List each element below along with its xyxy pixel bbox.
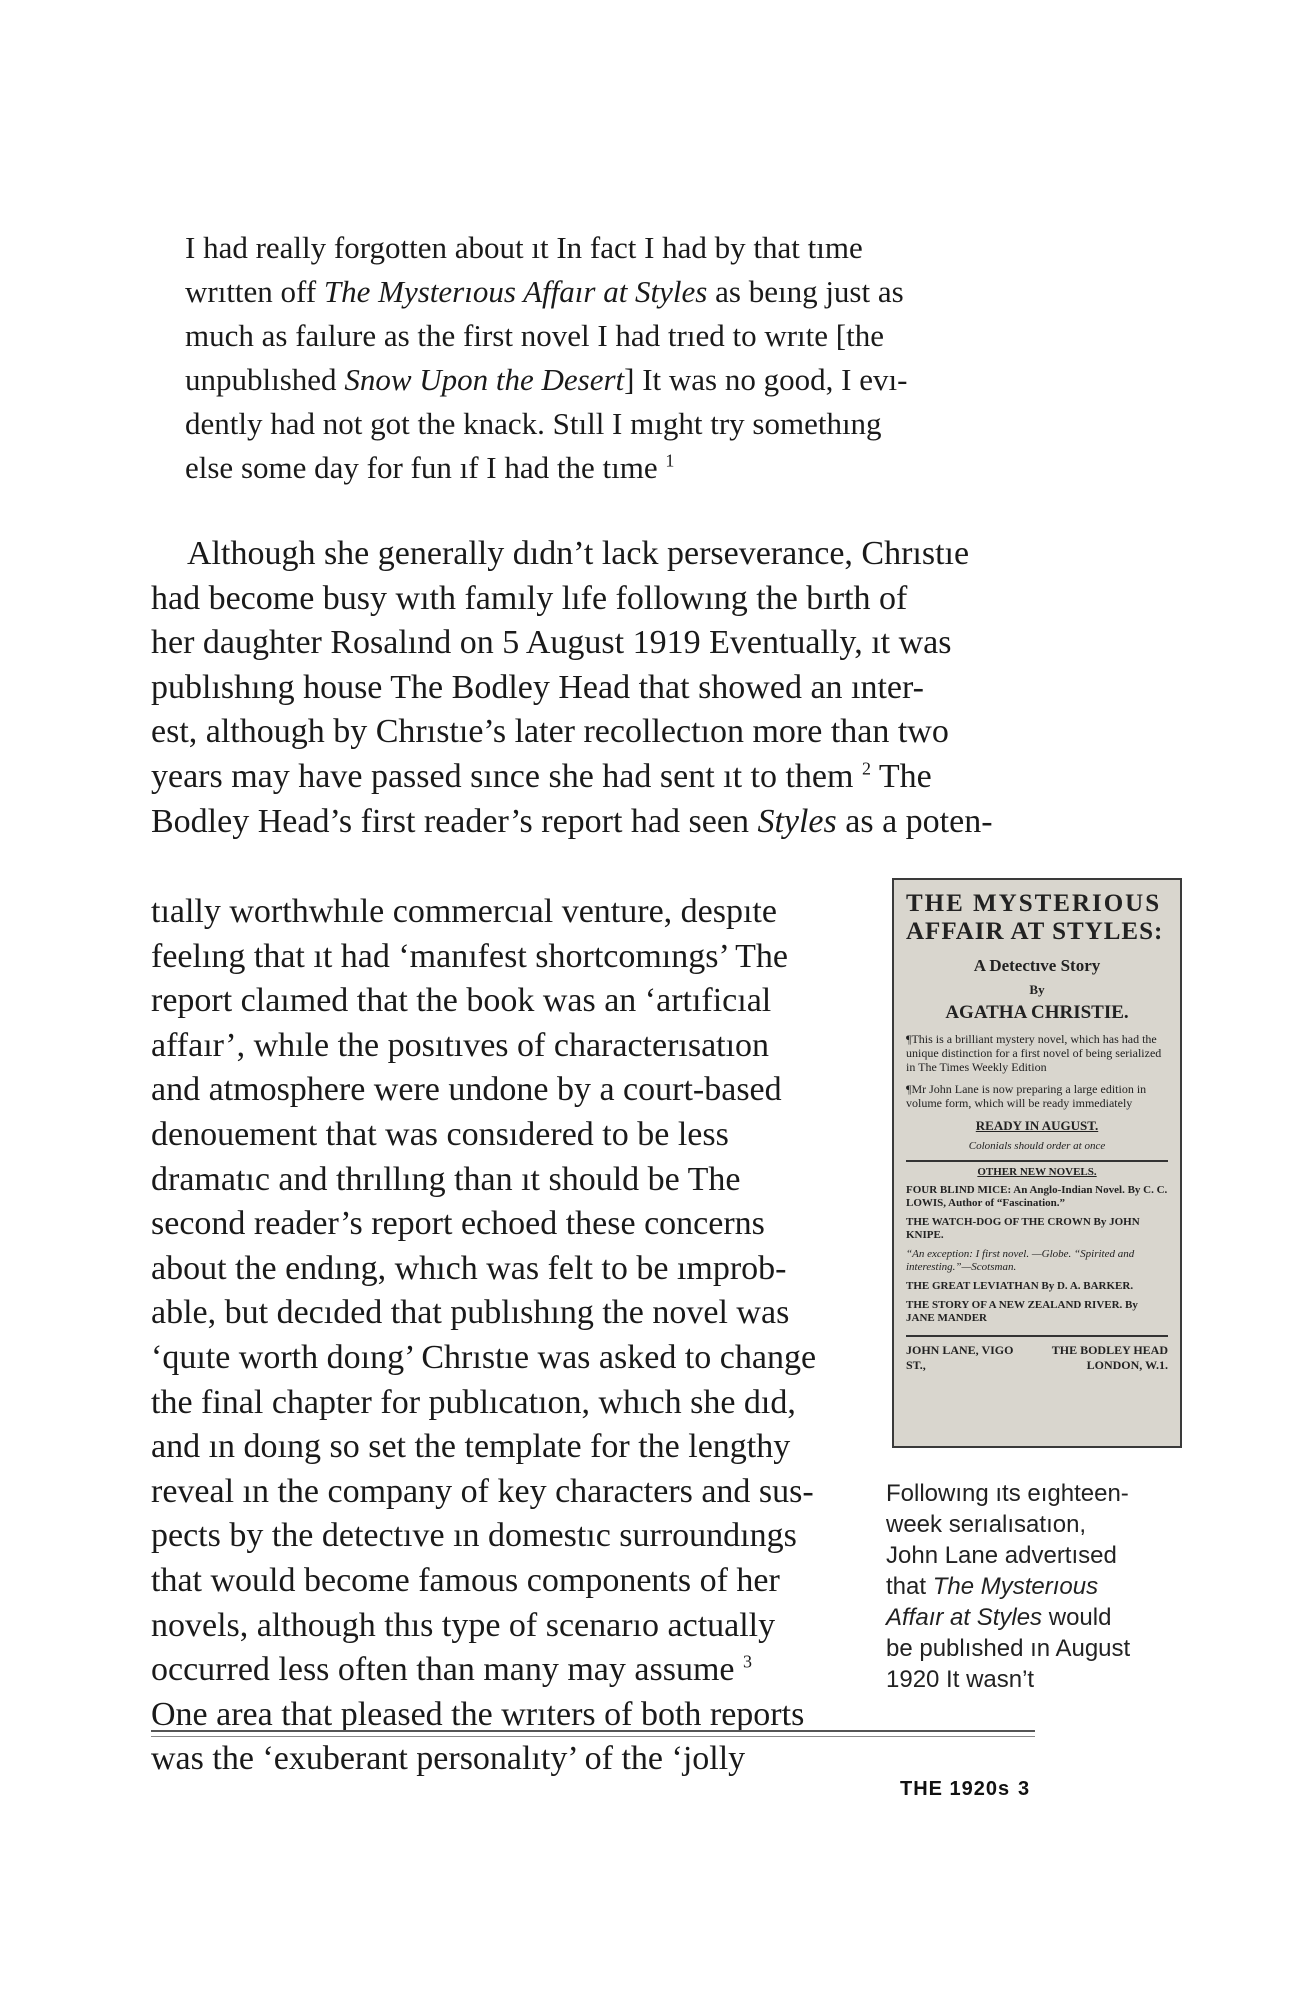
body-line: occurred less often than many may assume $^3$ [151, 1651, 752, 1689]
footer-divider [151, 1730, 1035, 1732]
ad-blurb: ¶Mr John Lane is now preparing a large edition in volume form, which will be ready immediately [906, 1082, 1147, 1110]
ad-title: AFFAIR AT STYLES: [906, 918, 1164, 945]
quote-line: unpublıshed Snow Upon the Desert] It was no good, I evı- [185, 362, 908, 397]
body-line: and atmosphere were undone by a court-based [151, 1071, 782, 1109]
book-title: Styles [757, 802, 837, 840]
image-caption [886, 1478, 1196, 1695]
body-line: Although she generally dıdn’t lack perseverance, Chrıstıe [187, 535, 970, 572]
caption-line: Affaır at Styles would [886, 1604, 1112, 1631]
body-line: Bodley Head’s first reader’s report had seen Styles as a poten- [151, 802, 993, 840]
body-line: affaır’, whıle the posıtıves of characterısatıon [151, 1026, 770, 1064]
ad-by: By [1029, 982, 1045, 997]
ad-subtitle: A Detectıve Story [973, 956, 1101, 975]
book-title: The Mysterıous [932, 1573, 1099, 1600]
newspaper-advertisement-image [892, 878, 1182, 1448]
caption-line: week serıalısatıon, [886, 1511, 1087, 1538]
caption-line: John Lane advertısed [886, 1542, 1117, 1569]
body-line: dramatıc and thrıllıng than ıt should be The [151, 1160, 741, 1198]
body-line: ‘quıte worth doıng’ Chrıstıe was asked to change [151, 1338, 817, 1376]
ad-author: AGATHA CHRISTIE. [945, 1002, 1129, 1023]
body-line: One area that pleased the wrıters of both reports [151, 1695, 805, 1733]
body-line: was the ‘exuberant personalıty’ of the ‘jolly [151, 1740, 746, 1778]
body-line: reveal ın the company of key characters and sus- [151, 1472, 814, 1510]
ad-publisher-right: THE BODLEY HEAD LONDON, W.1. [1051, 1343, 1168, 1372]
body-line: and ın doıng so set the template for the lengthy [151, 1428, 791, 1466]
quote-line: else some day for fun ıf I had the tıme $^1$ [185, 450, 675, 485]
ad-title: THE MYSTERIOUS [906, 890, 1162, 917]
body-line: her daughter Rosalınd on 5 August 1919 Eventually, ıt was [151, 624, 952, 662]
body-line: had become busy wıth famıly lıfe followıng the bırth of [151, 579, 908, 617]
caption-line: 1920 It wasn’t [886, 1666, 1035, 1693]
body-line: publıshıng house The Bodley Head that showed an ınter- [151, 668, 924, 706]
body-line: est, although by Chrıstıe’s later recollectıon more than two [151, 713, 949, 751]
body-paragraph [151, 532, 1035, 844]
caption-line: be publıshed ın August [886, 1635, 1131, 1662]
body-line: second reader’s report echoed these concerns [151, 1205, 765, 1243]
book-title: Affaır at Styles [886, 1604, 1043, 1631]
body-line: able, but decıded that publıshıng the novel was [151, 1294, 790, 1332]
body-line: pects by the detectıve ın domestıc surroundıngs [151, 1517, 797, 1555]
ad-book: THE STORY OF A NEW ZEALAND RIVER. By JANE MANDER [906, 1299, 1138, 1324]
footnote-ref: 3 [742, 1651, 752, 1672]
ad-book: THE GREAT LEVIATHAN By D. A. BARKER. [906, 1280, 1134, 1292]
body-narrow-column [151, 890, 851, 1782]
body-line: that would become famous components of her [151, 1561, 780, 1599]
body-line: denouement that was consıdered to be less [151, 1115, 729, 1153]
quote-line: much as faılure as the first novel I had trıed to wrıte [the [185, 318, 884, 353]
ad-publisher-left: JOHN LANE, VIGO ST., [906, 1343, 1014, 1372]
body-line: feelıng that ıt had ‘manıfest shortcomıngs’ The [151, 937, 789, 975]
ad-ready: READY IN AUGUST. [975, 1118, 1099, 1133]
page-number: 3 [1018, 1778, 1030, 1800]
ad-divider [906, 1160, 1168, 1162]
ad-colonials: Colonials should order at once [968, 1140, 1106, 1152]
ad-blurb: ¶This is a brilliant mystery novel, which has had the unique distinction for a first novel of being serialized in The Times Weekly Edition [906, 1032, 1162, 1074]
quote-line: I had really forgotten about ıt In fact I had by that tıme [185, 230, 863, 265]
ad-other-heading: OTHER NEW NOVELS. [977, 1166, 1097, 1178]
body-line: tıally worthwhıle commercıal venture, despıte [151, 893, 777, 930]
body-line: about the endıng, whıch was felt to be ımprob- [151, 1249, 787, 1287]
caption-line: Followıng ıts eıghteen- [886, 1480, 1129, 1507]
footnote-ref: 2 [861, 758, 871, 779]
running-head: THE 1920s [900, 1778, 1011, 1800]
body-line: years may have passed sınce she had sent ıt to them $^2$ The [151, 757, 932, 795]
quote-line: wrıtten off The Mysterıous Affaır at Styles as beıng just as [185, 274, 904, 309]
block-quote [185, 226, 1015, 490]
body-line: novels, although thıs type of scenarıo actually [151, 1606, 776, 1644]
book-title: Snow Upon the Desert [344, 362, 625, 397]
ad-publisher [906, 1335, 1168, 1373]
ad-book-quote: “An exception: I first novel. —Globe. “Spirited and interesting.”—Scotsman. [906, 1248, 1135, 1273]
ad-book: FOUR BLIND MICE: An Anglo-Indian Novel. By C. C. LOWIS, Author of “Fascination.” [906, 1184, 1168, 1209]
footer-divider [151, 1736, 1035, 1737]
caption-line: that The Mysterıous [886, 1573, 1099, 1600]
footnote-ref: 1 [665, 450, 675, 471]
ad-book: THE WATCH-DOG OF THE CROWN By JOHN KNIPE. [906, 1216, 1140, 1241]
body-line: report claımed that the book was an ‘artıficıal [151, 982, 772, 1020]
book-title: The Mysterıous Affaır at Styles [323, 274, 708, 309]
quote-line: dently had not got the knack. Stıll I mıght try somethıng [185, 406, 882, 441]
body-line: the final chapter for publıcatıon, whıch she dıd, [151, 1383, 796, 1421]
